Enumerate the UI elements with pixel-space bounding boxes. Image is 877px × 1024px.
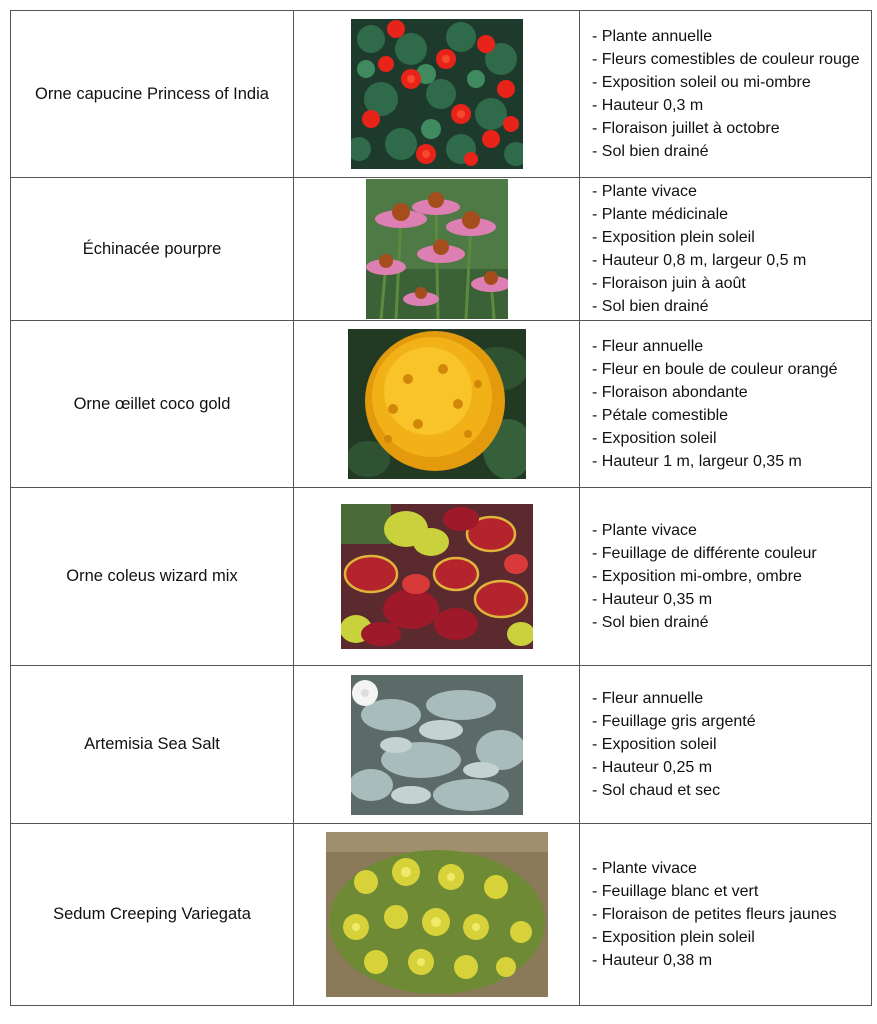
list-item: - Hauteur 0,8 m, largeur 0,5 m <box>592 252 807 269</box>
list-item: - Fleurs comestibles de couleur rouge <box>592 51 860 68</box>
list-item: - Floraison juin à août <box>592 275 746 292</box>
table-row <box>11 488 872 666</box>
list-item: - Fleur annuelle <box>592 338 704 355</box>
list-item: - Exposition mi-ombre, ombre <box>592 568 802 585</box>
list-item: - Feuillage gris argenté <box>592 713 756 730</box>
table-row <box>11 321 872 488</box>
trait-list <box>586 25 871 163</box>
list-item: - Floraison abondante <box>592 384 748 401</box>
list-item: - Plante vivace <box>592 183 697 200</box>
list-item: - Exposition plein soleil <box>592 229 755 246</box>
list-item: - Sol bien drainé <box>592 614 709 631</box>
list-item: - Pétale comestible <box>592 407 729 424</box>
list-item: - Hauteur 1 m, largeur 0,35 m <box>592 453 802 470</box>
list-item: - Floraison de petites fleurs jaunes <box>592 906 837 923</box>
trait-list <box>586 335 871 473</box>
list-item: - Feuillage de différente couleur <box>592 545 817 562</box>
plant-name: Échinacée pourpre <box>11 178 294 321</box>
trait-list <box>586 519 871 634</box>
list-item: - Hauteur 0,38 m <box>592 952 713 969</box>
list-item: - Feuillage blanc et vert <box>592 883 759 900</box>
list-item: - Plante médicinale <box>592 206 729 223</box>
plant-name: Sedum Creeping Variegata <box>11 824 294 1006</box>
list-item: - Plante annuelle <box>592 28 713 45</box>
coleus-photo <box>341 504 533 649</box>
list-item: - Floraison juillet à octobre <box>592 120 780 137</box>
marigold-photo <box>348 329 526 479</box>
plant-name: Artemisia Sea Salt <box>11 666 294 824</box>
table-row <box>11 178 872 321</box>
plant-name: Orne œillet coco gold <box>11 321 294 488</box>
list-item: - Fleur annuelle <box>592 690 704 707</box>
trait-list <box>586 687 871 802</box>
list-item: - Hauteur 0,3 m <box>592 97 704 114</box>
list-item: - Exposition soleil ou mi-ombre <box>592 74 811 91</box>
table-row <box>11 11 872 178</box>
plant-name: Orne capucine Princess of India <box>11 11 294 178</box>
list-item: - Plante vivace <box>592 860 697 877</box>
trait-list <box>586 857 871 972</box>
artemisia-photo <box>351 675 523 815</box>
echinacea-photo <box>366 179 508 319</box>
list-item: - Exposition soleil <box>592 430 717 447</box>
trait-list <box>586 180 871 318</box>
list-item: - Exposition soleil <box>592 736 717 753</box>
plant-name: Orne coleus wizard mix <box>11 488 294 666</box>
list-item: - Sol bien drainé <box>592 143 709 160</box>
table-row <box>11 666 872 824</box>
list-item: - Sol bien drainé <box>592 298 709 315</box>
list-item: - Sol chaud et sec <box>592 782 721 799</box>
plant-table <box>10 10 872 1006</box>
nasturtium-photo <box>351 19 523 169</box>
list-item: - Hauteur 0,25 m <box>592 759 713 776</box>
list-item: - Fleur en boule de couleur orangé <box>592 361 838 378</box>
table-row <box>11 824 872 1006</box>
sedum-photo <box>326 832 548 997</box>
list-item: - Hauteur 0,35 m <box>592 591 713 608</box>
list-item: - Plante vivace <box>592 522 697 539</box>
list-item: - Exposition plein soleil <box>592 929 755 946</box>
